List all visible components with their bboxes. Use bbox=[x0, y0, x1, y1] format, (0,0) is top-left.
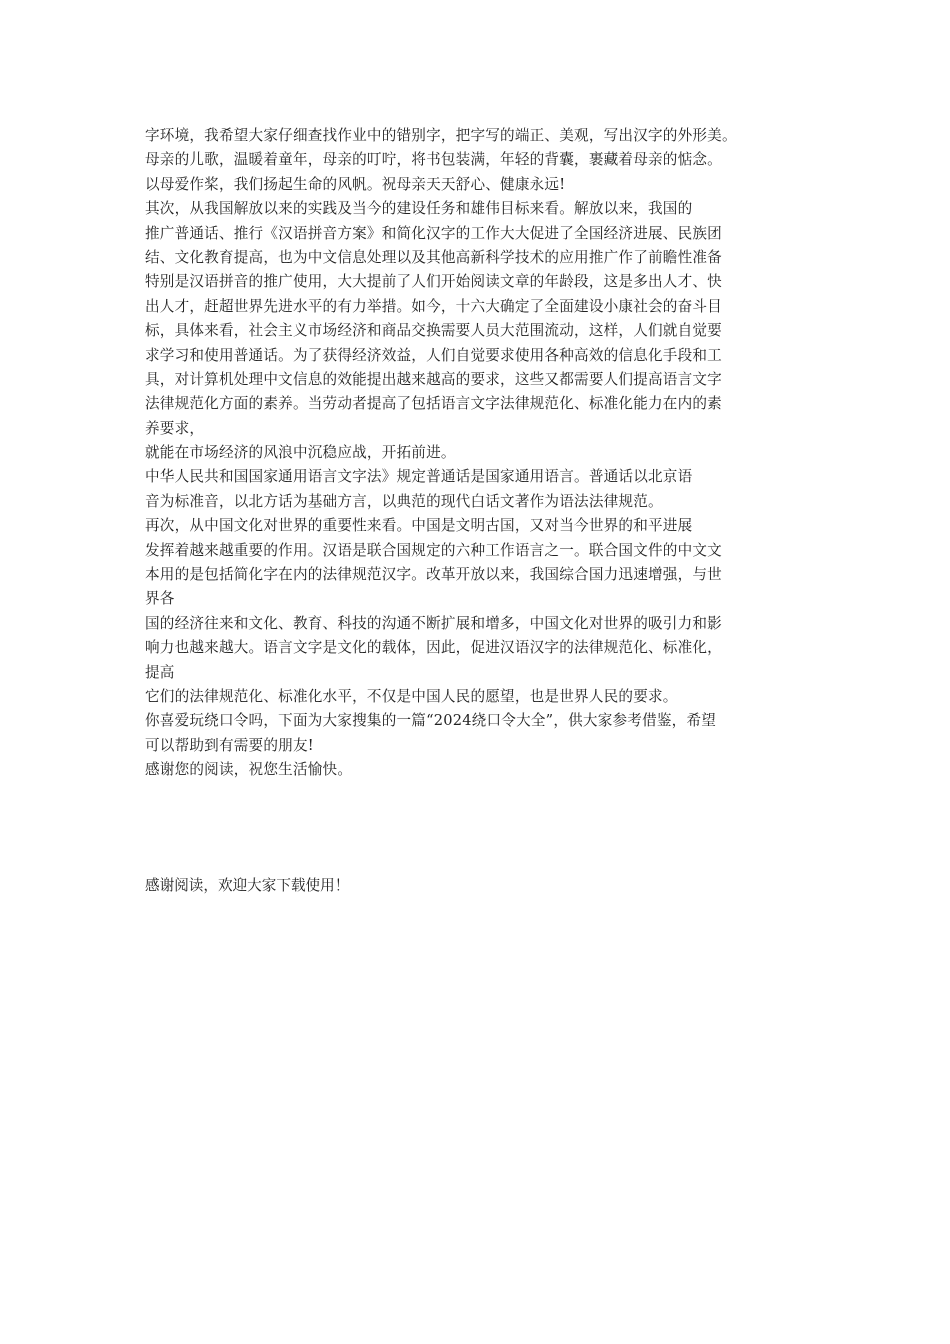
text-line: 发挥着越来越重要的作用。汉语是联合国规定的六种工作语言之一。联合国文件的中文文 bbox=[145, 541, 722, 559]
text-line: 法律规范化方面的素养。当劳动者提高了包括语言文字法律规范化、标准化能力在内的素 bbox=[145, 395, 722, 413]
text-line: 养要求， bbox=[145, 419, 205, 437]
text-line: 标，具体来看，社会主义市场经济和商品交换需要人员大范围流动，这样，人们就自觉要 bbox=[145, 322, 722, 340]
text-line: 它们的法律规范化、标准化水平，不仅是中国人民的愿望，也是世界人民的要求。 bbox=[145, 687, 678, 705]
text-line: 结、文化教育提高，也为中文信息处理以及其他高新科学技术的应用推广作了前瞻性准备 bbox=[145, 248, 722, 266]
text-line: 界各 bbox=[145, 590, 175, 608]
text-line: 音为标准音，以北方话为基础方言，以典范的现代白话文著作为语法法律规范。 bbox=[145, 492, 663, 510]
text-line: 感谢您的阅读，祝您生活愉快。 bbox=[145, 761, 353, 779]
text-line: 再次，从中国文化对世界的重要性来看。中国是文明古国，又对当今世界的和平进展 bbox=[145, 517, 693, 535]
text-line: 出人才，赶超世界先进水平的有力举措。如今，十六大确定了全面建设小康社会的奋斗目 bbox=[145, 297, 722, 315]
text-line: 响力也越来越大。语言文字是文化的载体，因此，促进汉语汉字的法律规范化、标准化， bbox=[145, 639, 722, 657]
text-line: 中华人民共和国国家通用语言文字法》规定普通话是国家通用语言。普通话以北京语 bbox=[145, 468, 693, 486]
text-line: 你喜爱玩绕口令吗，下面为大家搜集的一篇“2024绕口令大全”，供大家参考借鉴，希望 bbox=[145, 712, 717, 730]
text-line: 特别是汉语拼音的推广使用，大大提前了人们开始阅读文章的年龄段，这是多出人才、快 bbox=[145, 273, 722, 291]
text-line: 可以帮助到有需要的朋友! bbox=[145, 736, 314, 754]
text-line: 母亲的儿歌，温暖着童年，母亲的叮咛，将书包装满，年轻的背囊，裹藏着母亲的惦念。 bbox=[145, 151, 722, 169]
text-line: 就能在市场经济的风浪中沉稳应战，开拓前进。 bbox=[145, 444, 456, 462]
text-line: 推广普通话、推行《汉语拼音方案》和简化汉字的工作大大促进了全国经济进展、民族团 bbox=[145, 224, 722, 242]
text-line: 字环境，我希望大家仔细查找作业中的错别字，把字写的端正、美观，写出汉字的外形美。 bbox=[145, 127, 737, 144]
text-line: 求学习和使用普通话。为了获得经济效益，人们自觉要求使用各种高效的信息化手段和工 bbox=[145, 346, 722, 364]
text-line: 具，对计算机处理中文信息的效能提出越来越高的要求，这些又都需要人们提高语言文字 bbox=[145, 370, 722, 388]
text-line: 其次，从我国解放以来的实践及当今的建设任务和雄伟目标来看。解放以来，我国的 bbox=[145, 200, 693, 218]
text-line: 本用的是包括简化字在内的法律规范汉字。改革开放以来，我国综合国力迅速增强，与世 bbox=[145, 566, 722, 584]
document-body bbox=[145, 124, 815, 783]
text-line: 提高 bbox=[145, 663, 175, 681]
closing-note: 感谢阅读，欢迎大家下载使用！ bbox=[145, 877, 350, 894]
text-line: 以母爱作桨，我们扬起生命的风帆。祝母亲天天舒心、健康永远! bbox=[145, 175, 566, 193]
text-line: 国的经济往来和文化、教育、科技的沟通不断扩展和增多，中国文化对世界的吸引力和影 bbox=[145, 614, 722, 632]
